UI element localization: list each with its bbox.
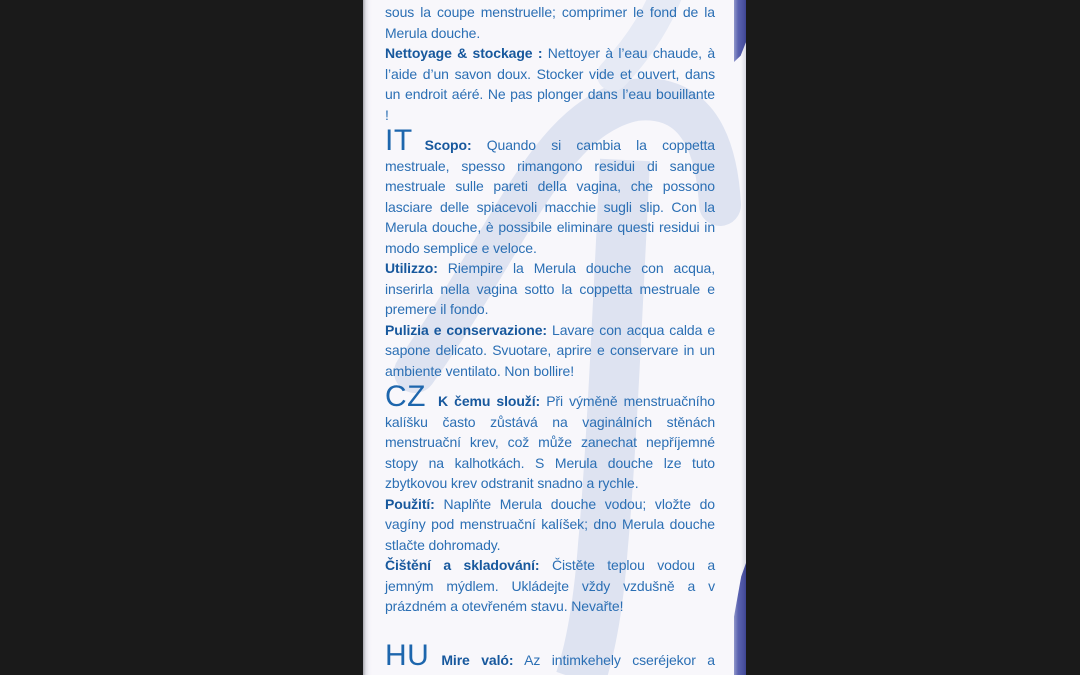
instructions-text (385, 0, 715, 675)
language-section (385, 380, 716, 617)
instruction-paragraph (385, 639, 715, 672)
paragraph-lead: Utilizzo: (385, 260, 438, 276)
paragraph-text: sous la coupe menstruelle; comprimer le fond de la Merula douche. (385, 4, 715, 41)
instruction-paragraph (385, 494, 715, 556)
packaging-panel (363, 0, 746, 675)
paragraph-text: Nettoyer à l’eau chaude, à l’aide d’un savon doux. Stocker vide et ouvert, dans un endroit aéré. Ne pas plonger dans l’eau bouillante ! (385, 45, 716, 123)
language-section (385, 639, 715, 672)
instruction-paragraph (385, 258, 715, 320)
instruction-paragraph (385, 320, 715, 382)
language-section (385, 124, 716, 381)
paragraph-lead: Scopo: (424, 137, 472, 153)
instruction-paragraph (385, 555, 715, 617)
instruction-paragraph (385, 2, 715, 43)
language-code: IT (385, 124, 413, 157)
paragraph-text: Lavare con acqua calda e sapone delicato. Svuotare, aprire e conservare in un ambiente ventilato. Non bollire! (385, 321, 716, 379)
instruction-paragraph (385, 124, 715, 258)
paragraph-text: Naplňte Merula douche vodou; vložte do vagíny pod menstruační kalíšek; dno Merula douche stlačte dohromady. (385, 495, 715, 553)
paragraph-text: Riempire la Merula douche con acqua, inserirla nella vagina sotto la coppetta mestruale e premere il fondo. (385, 260, 715, 317)
language-code: CZ (385, 380, 426, 413)
paragraph-text: Quando si cambia la coppetta mestruale, spesso rimangono residui di sangue mestruale sulle pareti della vagina, che possono lasciare delle spiacevoli macchie sugli slip. Con la Merula douche, è possibile eliminare questi residui in modo semplice e veloce. (385, 137, 715, 256)
paragraph-text: Az intimkehely cseréjekor a (524, 652, 715, 668)
instruction-paragraph (385, 380, 715, 494)
paragraph-text: Při výměně menstruačního kalíšku často zůstává na vaginálních stěnách menstruační krev, což může zanechat nepříjemné stopy na kalhotkách. S Merula douche lze tuto zbytkovou krev odstranit snadno a rychle. (385, 393, 715, 491)
accent-ribbon-top (734, 0, 746, 62)
paragraph-lead: Mire való: (441, 652, 514, 668)
instruction-paragraph (385, 43, 715, 125)
paragraph-lead: Použití: (385, 495, 435, 512)
language-code: HU (385, 639, 430, 672)
paragraph-lead: K čemu slouží: (438, 393, 541, 409)
paragraph-lead: Nettoyage & stockage : (385, 45, 543, 61)
language-section (385, 2, 715, 125)
paragraph-lead: Čištění a skladování: (385, 557, 540, 573)
paragraph-text: Čistěte teplou vodou a jemným mýdlem. Ukládejte vždy vzdušně a v prázdném a otevřeném stavu. Nevařte! (385, 557, 716, 614)
paragraph-lead: Pulizia e conservazione: (385, 321, 547, 338)
